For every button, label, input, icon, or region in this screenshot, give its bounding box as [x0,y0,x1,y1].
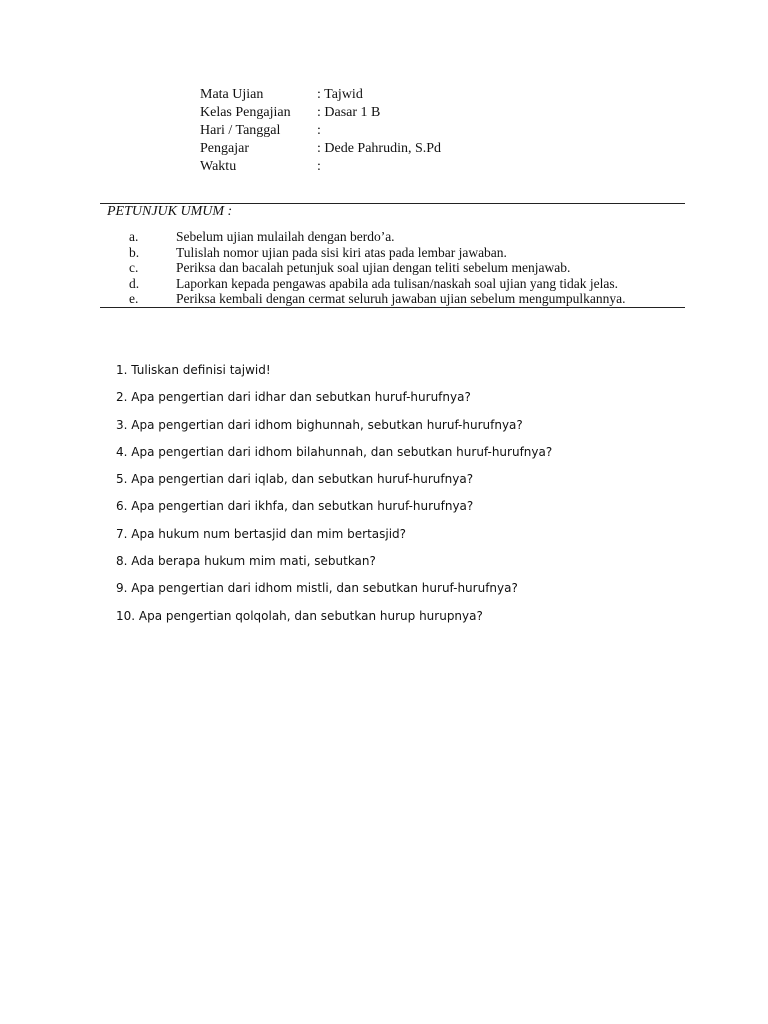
question-item: 4. Apa pengertian dari idhom bilahunnah, dan sebutkan huruf-hurufnya? [116,444,553,459]
instruction-text: Periksa kembali dengan cermat seluruh jawaban ujian sebelum mengumpulkannya. [176,291,626,306]
question-item: 2. Apa pengertian dari idhar dan sebutkan huruf-hurufnya? [116,390,471,405]
header-label: Kelas Pengajian [200,105,291,120]
header-row-date [200,122,441,140]
header-value: : [317,159,321,174]
instruction-item [129,245,626,261]
header-row-class [200,104,441,122]
header-row-teacher [200,140,441,158]
instruction-item [129,291,626,307]
header-label: Hari / Tanggal [200,123,281,138]
question-item: 7. Apa hukum num bertasjid dan mim bertasjid? [116,526,407,541]
instruction-item [129,229,626,245]
instruction-list [129,229,626,307]
header-value: : [317,123,321,138]
instruction-item [129,260,626,276]
question-item: 9. Apa pengertian dari idhom mistli, dan sebutkan huruf-hurufnya? [116,581,518,596]
header-label: Waktu [200,159,237,174]
instruction-text: Sebelum ujian mulailah dengan berdo’a. [176,229,395,244]
instruction-item [129,276,626,292]
header-label: Mata Ujian [200,87,264,102]
instructions-bottom-divider [100,307,685,308]
question-item: 8. Ada berapa hukum mim mati, sebutkan? [116,554,376,569]
header-row-subject [200,86,441,104]
instruction-letter: e. [129,291,139,306]
instruction-text: Tulislah nomor ujian pada sisi kiri atas pada lembar jawaban. [176,244,507,260]
header-value: : Dasar 1 B [317,105,381,120]
instruction-text: Laporkan kepada pengawas apabila ada tulisan/naskah soal ujian yang tidak jelas. [176,275,618,291]
instruction-letter: b. [129,244,140,260]
question-item: 5. Apa pengertian dari iqlab, dan sebutkan huruf-hurufnya? [116,472,474,487]
header-label: Pengajar [200,141,249,156]
instruction-letter: c. [129,260,139,275]
instruction-letter: a. [129,229,139,244]
question-item: 3. Apa pengertian dari idhom bighunnah, sebutkan huruf-hurufnya? [116,417,523,432]
instruction-text: Periksa dan bacalah petunjuk soal ujian dengan teliti sebelum menjawab. [176,260,571,275]
question-item: 6. Apa pengertian dari ikhfa, dan sebutkan huruf-hurufnya? [116,499,474,514]
header-value: : Tajwid [317,87,363,102]
header-value: : Dede Pahrudin, S.Pd [317,141,442,156]
question-item: 10. Apa pengertian qolqolah, dan sebutkan hurup hurupnya? [116,608,483,623]
exam-header [200,86,441,176]
question-item: 1. Tuliskan definisi tajwid! [116,363,271,377]
instruction-letter: d. [129,275,140,291]
header-row-time [200,158,441,176]
instructions-title: PETUNJUK UMUM : [107,204,233,219]
question-list [116,361,552,634]
